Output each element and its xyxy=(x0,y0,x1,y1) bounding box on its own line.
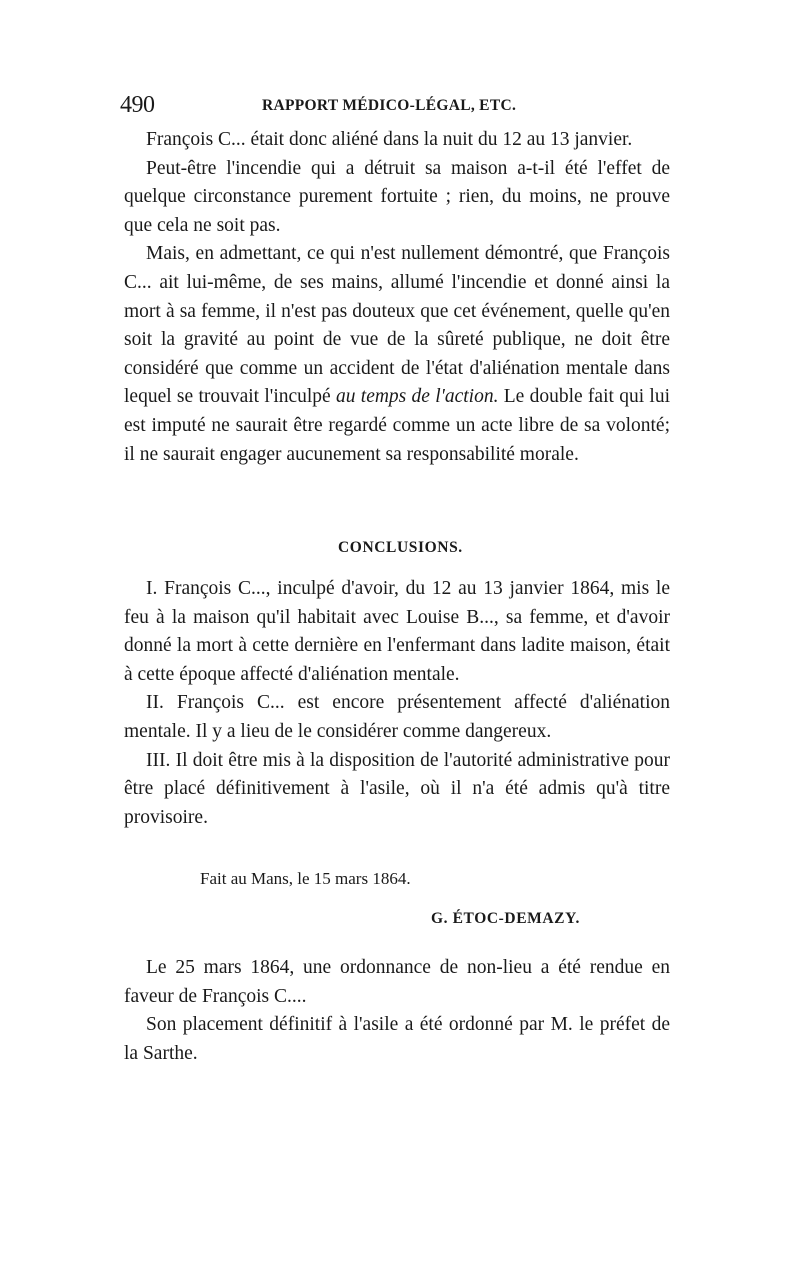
paragraph xyxy=(124,240,670,469)
body-text xyxy=(124,126,670,469)
signature-name: G. ÉTOC-DEMAZY. xyxy=(431,910,580,927)
running-title: RAPPORT MÉDICO-LÉGAL, ETC. xyxy=(262,97,517,114)
conclusion-item: II. François C... est encore présentement affecté d'aliénation mentale. Il y a lieu de le considérer comme dangereux. xyxy=(124,692,670,742)
conclusion-item: I. François C..., inculpé d'avoir, du 12 au 13 janvier 1864, mis le feu à la maison qu'il habitait avec Louise B..., sa femme, et d'avoir donné la mort à cette dernière en l'enfermant dans ladite maison, était à cette époque affecté d'aliénation mentale. xyxy=(124,578,670,685)
paragraph: Son placement définitif à l'asile a été ordonné par M. le préfet de la Sarthe. xyxy=(124,1014,670,1064)
signature-place-date: Fait au Mans, le 15 mars 1864. xyxy=(200,869,411,888)
page-number: 490 xyxy=(120,92,155,118)
italic-phrase: au temps de l'action. xyxy=(336,386,499,408)
conclusion-item: III. Il doit être mis à la disposition de l'autorité administrative pour être placé définitivement à l'asile, où il n'a été admis qu'à titre provisoire. xyxy=(124,749,670,828)
closing-text xyxy=(124,954,670,1068)
conclusions-heading: CONCLUSIONS. xyxy=(338,539,463,556)
conclusions-list xyxy=(124,575,670,832)
paragraph-text: Mais, en admettant, ce qui n'est nullement démontré, que François C... ait lui-même, de ses mains, allumé l'incendie et donné ainsi la mort à sa femme, il n'est pas douteux que cet événement, quelle qu'en soit la gravité au point de vue de la sûreté publique, ne doit être considéré que comme un accident de l'état d'aliénation mentale dans lequel se trouvait l'inculpé xyxy=(124,243,670,408)
page-header xyxy=(120,92,680,122)
paragraph-text: Le double fait qui lui est imputé ne saurait être regardé comme un acte libre de sa volonté; il ne saurait engager aucunement sa responsabilité morale. xyxy=(124,386,670,465)
paragraph: Peut-être l'incendie qui a détruit sa maison a-t-il été l'effet de quelque circonstance purement fortuite ; rien, du moins, ne prouve que cela ne soit pas. xyxy=(124,157,670,236)
paragraph: Le 25 mars 1864, une ordonnance de non-lieu a été rendue en faveur de François C.... xyxy=(124,957,670,1007)
paragraph: François C... était donc aliéné dans la nuit du 12 au 13 janvier. xyxy=(146,129,633,150)
